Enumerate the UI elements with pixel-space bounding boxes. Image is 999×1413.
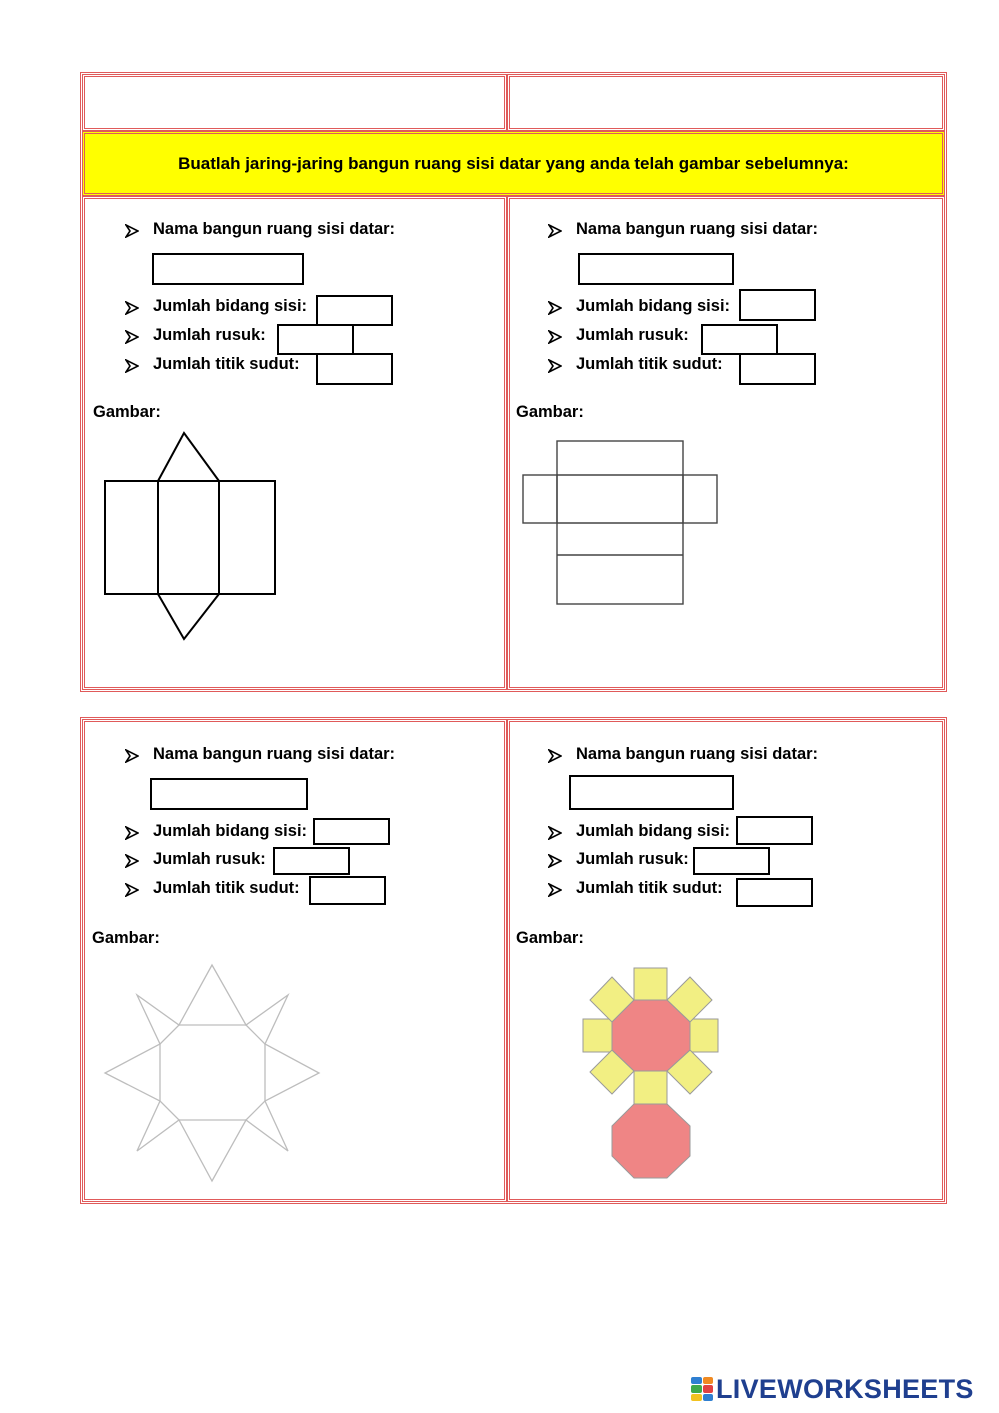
arrow-bullet-icon [548, 359, 562, 373]
vertices-label: Jumlah titik sudut: [576, 355, 723, 373]
edges-row [548, 850, 689, 869]
faces-input[interactable] [316, 295, 393, 326]
vertices-row [548, 355, 723, 374]
name-row [125, 745, 395, 764]
faces-label: Jumlah bidang sisi: [576, 822, 731, 840]
edges-input[interactable] [693, 847, 770, 875]
instruction-text: Buatlah jaring-jaring bangun ruang sisi datar yang anda telah gambar sebelumnya: [178, 153, 849, 173]
shape-name-input[interactable] [578, 253, 734, 285]
vertices-row [125, 879, 300, 898]
arrow-bullet-icon [125, 224, 139, 238]
edges-row [125, 850, 266, 869]
edges-input[interactable] [701, 324, 778, 355]
name-label: Nama bangun ruang sisi datar: [153, 220, 396, 238]
picture-label: Gambar: [516, 403, 584, 421]
name-label: Nama bangun ruang sisi datar: [153, 745, 396, 763]
edges-row [125, 326, 266, 345]
arrow-bullet-icon [548, 330, 562, 344]
shape-name-input[interactable] [152, 253, 304, 285]
arrow-bullet-icon [548, 224, 562, 238]
faces-input[interactable] [313, 818, 390, 845]
faces-row [548, 297, 730, 316]
triangular-prism-net [100, 428, 280, 644]
shape-name-input[interactable] [150, 778, 308, 810]
faces-input[interactable] [736, 816, 813, 845]
edges-label: Jumlah rusuk: [153, 326, 266, 344]
arrow-bullet-icon [125, 330, 139, 344]
vertices-input[interactable] [736, 878, 813, 907]
octagonal-prism-net [575, 960, 725, 1185]
name-row [125, 220, 395, 239]
header-cell-right [507, 74, 945, 131]
octagonal-pyramid-net [100, 961, 325, 1186]
name-row [548, 220, 818, 239]
faces-input[interactable] [739, 289, 816, 321]
vertices-input[interactable] [739, 353, 816, 385]
picture-label: Gambar: [93, 403, 161, 421]
faces-row [548, 822, 730, 841]
arrow-bullet-icon [125, 826, 139, 840]
arrow-bullet-icon [125, 854, 139, 868]
arrow-bullet-icon [548, 826, 562, 840]
edges-label: Jumlah rusuk: [576, 326, 689, 344]
edges-label: Jumlah rusuk: [153, 850, 266, 868]
name-label: Nama bangun ruang sisi datar: [576, 745, 819, 763]
arrow-bullet-icon [548, 883, 562, 897]
vertices-input[interactable] [316, 353, 393, 385]
faces-row [125, 297, 307, 316]
picture-label: Gambar: [92, 929, 160, 947]
edges-input[interactable] [277, 324, 354, 355]
name-label: Nama bangun ruang sisi datar: [576, 220, 819, 238]
arrow-bullet-icon [125, 359, 139, 373]
faces-label: Jumlah bidang sisi: [153, 822, 308, 840]
edges-row [548, 326, 689, 345]
vertices-label: Jumlah titik sudut: [153, 355, 300, 373]
shape-name-input[interactable] [569, 775, 734, 810]
edges-input[interactable] [273, 847, 350, 875]
logo-text: LIVEWORKSHEETS [716, 1373, 974, 1404]
name-row [548, 745, 818, 764]
arrow-bullet-icon [548, 301, 562, 315]
vertices-row [548, 879, 723, 898]
picture-label: Gambar: [516, 929, 584, 947]
vertices-input[interactable] [309, 876, 386, 905]
arrow-bullet-icon [548, 749, 562, 763]
header-cell-left [82, 74, 507, 131]
arrow-bullet-icon [548, 854, 562, 868]
vertices-label: Jumlah titik sudut: [153, 879, 300, 897]
edges-label: Jumlah rusuk: [576, 850, 689, 868]
arrow-bullet-icon [125, 883, 139, 897]
faces-label: Jumlah bidang sisi: [576, 297, 731, 315]
vertices-label: Jumlah titik sudut: [576, 879, 723, 897]
arrow-bullet-icon [125, 301, 139, 315]
arrow-bullet-icon [125, 749, 139, 763]
faces-row [125, 822, 307, 841]
vertices-row [125, 355, 300, 374]
liveworksheets-mark-icon [691, 1377, 713, 1401]
faces-label: Jumlah bidang sisi: [153, 297, 308, 315]
instruction-banner [82, 131, 945, 196]
cuboid-net [520, 438, 720, 608]
liveworksheets-logo [691, 1372, 974, 1406]
